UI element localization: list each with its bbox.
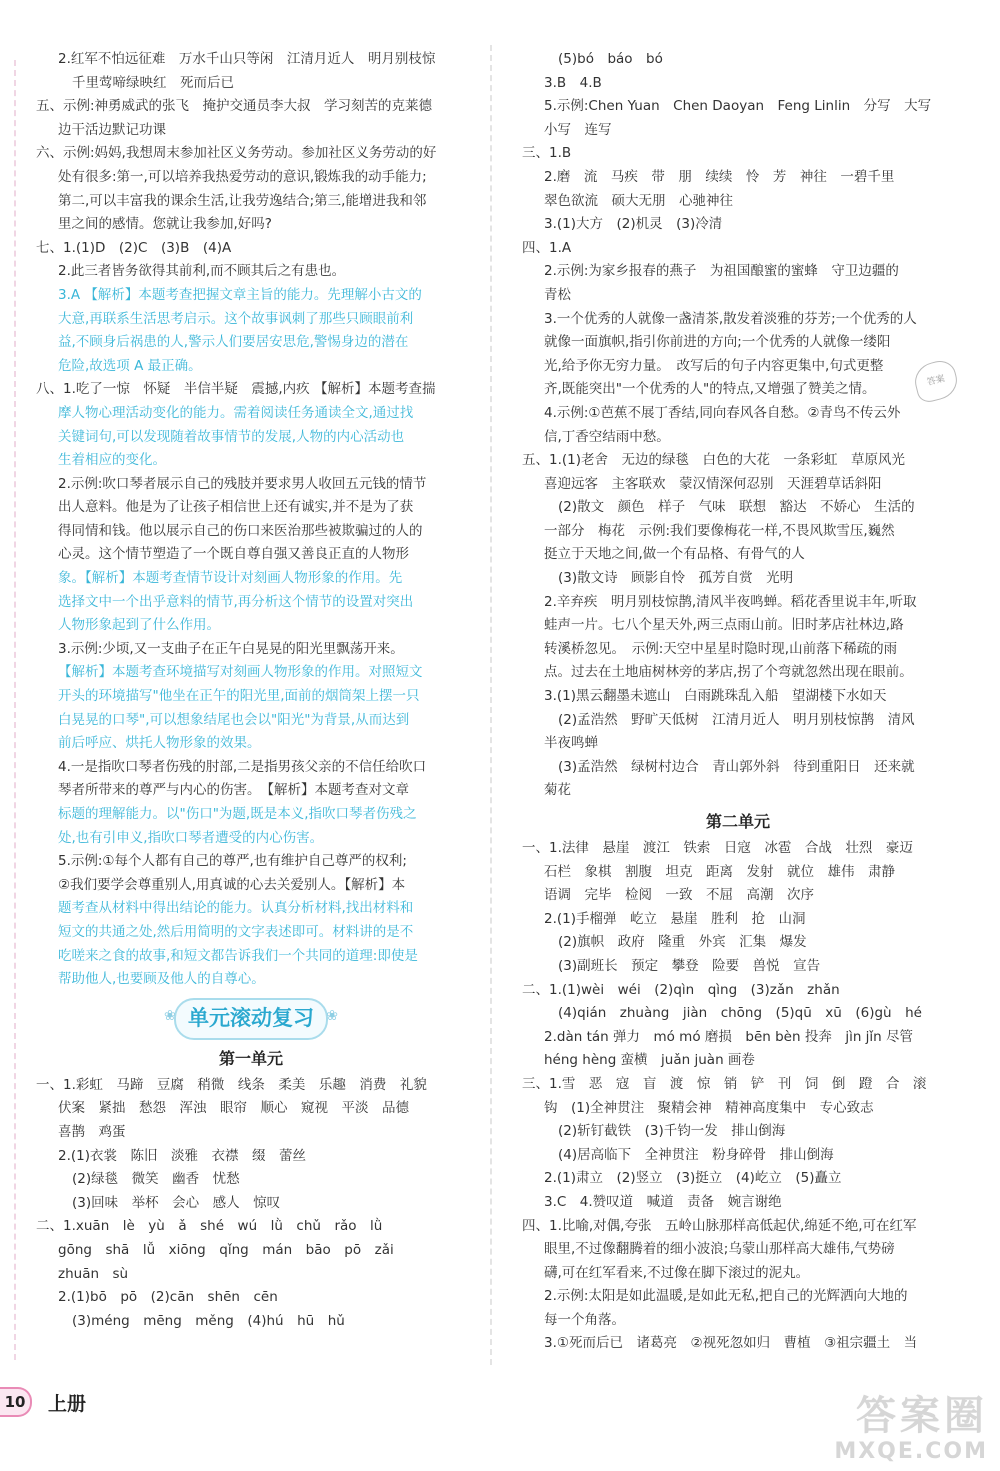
answer-line: 4.示例:①芭蕉不展丁香结,同向春风各自愁。②青鸟不传云外 <box>544 404 901 421</box>
answer-line: 信,丁香空结雨中愁。 <box>544 428 670 445</box>
answer-line: (4)居高临下 全神贯注 粉身碎骨 排山倒海 <box>558 1146 834 1163</box>
answer-line: 2.示例:为家乡报春的燕子 为祖国酿蜜的蜜蜂 守卫边疆的 <box>544 263 899 280</box>
watermark-url: MXQE.COM <box>834 1439 988 1464</box>
answer-line: 一部分 梅花 示例:我们要像梅花一样,不畏风欺雪压,巍然 <box>544 522 895 539</box>
unit-two-title: 第二单元 <box>705 812 770 831</box>
answer-line: 喜鹊 鸡蛋 <box>58 1123 126 1140</box>
answer-line: 七、1.(1)D (2)C (3)B (4)A <box>36 239 232 256</box>
answer-line: (2)绿毯 微笑 幽香 忧愁 <box>72 1171 240 1188</box>
answer-line: 3.A 【解析】本题考查把握文章主旨的能力。先理解小古文的 <box>58 286 422 303</box>
right-column <box>508 48 968 1356</box>
answer-line: 2.此三者皆务欲得其前利,而不顾其后之有患也。 <box>58 263 346 280</box>
answer-line: 2.dàn tán 弹力 mó mó 磨损 bēn bèn 投奔 jìn jǐn 尽管 <box>544 1028 914 1045</box>
answer-line: (3)回味 举杯 会心 感人 惊叹 <box>72 1194 281 1211</box>
answer-line: 人物形象起到了什么作用。 <box>58 617 220 634</box>
answer-line: 大意,再联系生活思考启示。这个故事讽刺了那些只顾眼前利 <box>58 310 414 327</box>
answer-line: 挺立于天地之间,做一个有品格、有骨气的人 <box>544 546 805 563</box>
answer-line: 2.示例:吹口琴者展示自己的残肢并要求男人收回五元钱的情节 <box>58 475 427 492</box>
answer-line: 六、示例:妈妈,我想周末参加社区义务劳动。参加社区义务劳动的好 <box>36 145 437 162</box>
answer-line: 危险,故选项 A 最正确。 <box>58 357 202 374</box>
answer-line: 千里莺啼绿映红 死而后已 <box>72 74 234 91</box>
unit-two-answer-list <box>508 837 968 1356</box>
book-volume-label: 上册 <box>48 1393 87 1415</box>
answer-line: gōng shā lǚ xiōng qǐng mán bāo pō zǎi <box>58 1241 394 1258</box>
answer-line: 题考查从材料中得出结论的能力。认真分析材料,找出材料和 <box>58 900 414 917</box>
answer-line: 边干活边默记功课 <box>58 121 166 138</box>
answer-line: ②我们要学会尊重别人,用真诚的心去关爱别人。【解析】本 <box>58 876 406 893</box>
answer-line: (3)散文诗 顾影自怜 孤芳自赏 光明 <box>558 570 794 587</box>
answer-line: 喜迎远客 主客联欢 蒙汉情深何忍别 天涯碧草话斜阳 <box>544 475 882 492</box>
answer-line: (2)旗帜 政府 隆重 外宾 汇集 爆发 <box>558 934 807 951</box>
answer-line: 选择文中一个出乎意料的情节,再分析这个情节的设置对突出 <box>58 593 414 610</box>
answer-line: 半夜鸣蝉 <box>544 735 598 752</box>
answer-line: 一、1.彩虹 马蹄 豆腐 稍微 线条 柔美 乐趣 消费 礼貌 <box>36 1076 427 1093</box>
answer-line: 2.辛弃疾 明月别枝惊鹊,清风半夜鸣蝉。稻花香里说丰年,听取 <box>544 593 917 610</box>
answer-line: 琴者所带来的尊严与内心的伤害。 【解析】本题考查对文章 <box>58 782 409 799</box>
right-answer-list <box>508 48 968 803</box>
answer-line: 3.(1)黑云翻墨未遮山 白雨跳珠乱入船 望湖楼下水如天 <box>544 688 887 705</box>
answer-line: zhuān sù <box>58 1265 129 1282</box>
answer-line: 眼里,不过像翻腾着的细小波浪;乌蒙山那样高大雄伟,气势磅 <box>544 1241 895 1258</box>
answer-line: 关键词句,可以发现随着故事情节的发展,人物的内心活动也 <box>58 428 405 445</box>
answer-line: 2.(1)手榴弹 屹立 悬崖 胜利 抢 山洞 <box>544 910 806 927</box>
answer-line: 3.C 4.赞叹道 喊道 责备 婉言谢绝 <box>544 1193 782 1210</box>
answer-line: 生着相应的变化。 <box>58 452 166 469</box>
answer-line: 五、示例:神勇威武的张飞 掩护交通员李大叔 学习刻苦的克莱德 <box>36 98 433 115</box>
answer-line: 摩人物心理活动变化的能力。需着阅读任务通读全文,通过找 <box>58 404 414 421</box>
answer-line: (4)qián zhuàng jiàn chōng (5)qū xū (6)gù hé <box>558 1005 922 1022</box>
answer-line: (2)斩钉截铁 (3)千钧一发 排山倒海 <box>558 1123 786 1140</box>
answer-line: 语调 完毕 检阅 一致 不屈 高潮 次序 <box>544 887 814 904</box>
answer-line: 前后呼应、烘托人物形象的效果。 <box>58 735 261 752</box>
answer-line: (3)孟浩然 绿树村边合 青山郭外斜 待到重阳日 还来就 <box>558 758 915 775</box>
answer-line: 3.B 4.B <box>544 74 602 91</box>
answer-line: 2.示例:太阳是如此温暖,是如此无私,把自己的光辉洒向大地的 <box>544 1288 908 1305</box>
answer-line: 石栏 象棋 割腹 坦克 距离 发射 就位 雄伟 肃静 <box>544 863 895 880</box>
answer-line: 2.(1)衣裳 陈旧 淡雅 衣襟 缀 蕾丝 <box>58 1147 307 1164</box>
answer-line: 青松 <box>544 286 571 303</box>
answer-line: 钩 (1)全神贯注 聚精会神 精神高度集中 专心致志 <box>544 1099 874 1116</box>
answer-line: 光,给予你无穷力量。 改写后的句子内容更集中,句式更整 <box>544 357 884 374</box>
answer-line: 四、1.A <box>522 239 572 256</box>
answer-line: 2.(1)肃立 (2)竖立 (3)挺立 (4)屹立 (5)矗立 <box>544 1170 842 1187</box>
answer-line: 心灵。这个情节塑造了一个既自尊自强又善良正直的人物形 <box>58 546 409 563</box>
answer-line: 3.示例:少顷,又一支曲子在正午白晃晃的阳光里飘荡开来。 <box>58 640 404 657</box>
answer-line: 四、1.比喻,对偶,夸张 五岭山脉那样高低起伏,绵延不绝,可在红军 <box>522 1217 917 1234</box>
answer-line: (2)孟浩然 野旷天低树 江清月近人 明月别枝惊鹊 清风 <box>558 711 915 728</box>
answer-line: 3.(1)大方 (2)机灵 (3)冷清 <box>544 216 723 233</box>
answer-line: (3)副班长 预定 攀登 险要 兽悦 宣告 <box>558 957 821 974</box>
answer-line: 小写 连写 <box>544 121 612 138</box>
unit-one-title: 第一单元 <box>218 1048 283 1068</box>
answer-line: héng hèng 蛮横 juǎn juàn 画卷 <box>544 1052 755 1069</box>
site-watermark <box>834 1393 988 1465</box>
answer-line: 三、1.B <box>522 145 572 162</box>
answer-line: (3)méng mēng měng (4)hú hū hǔ <box>72 1312 345 1329</box>
answer-line: 标题的理解能力。以"伤口"为题,既是本义,指吹口琴者伤残之 <box>58 806 417 822</box>
answer-line: 处有很多:第一,可以培养我热爱劳动的意识,锻炼我的动手能力; <box>58 168 427 185</box>
answer-line: 2.磨 流 马疾 带 朋 续续 怜 芳 神往 一碧千里 <box>544 168 895 185</box>
answer-line: 出人意料。他是为了让孩子相信世上还有诚实,并不是为了获 <box>58 499 414 516</box>
answer-line: 处,也有引申义,指吹口琴者遭受的内心伤害。 <box>58 829 324 846</box>
watermark-logo-text: 答案圈 <box>856 1393 988 1439</box>
answer-line: 三、1.雪 恶 寇 盲 渡 惊 销 铲 刊 饲 倒 蹬 合 滚 <box>522 1075 927 1092</box>
answer-line: 点。过去在土地庙树林旁的茅店,拐了个弯就忽然出现在眼前。 <box>544 664 913 681</box>
answer-line: 二、1.xuān lè yù ǎ shé wú lǜ chǔ rǎo lǜ <box>36 1218 383 1235</box>
answer-line: 2.(1)bō pō (2)cān shēn cēn <box>58 1289 278 1306</box>
answer-line: 每一个角落。 <box>544 1311 625 1328</box>
answer-line: 一、1.法律 悬崖 渡江 铁索 日寇 冰雹 合战 壮烈 豪迈 <box>522 840 913 856</box>
answer-line: 2.红军不怕远征难 万水千山只等闲 江清月近人 明月别枝惊 <box>58 51 436 67</box>
answer-line: (5)bó báo bó <box>558 51 663 67</box>
answer-line: 蛙声一片。七八个星天外,两三点雨山前。旧时茅店社林边,路 <box>544 617 904 634</box>
answer-line: 二、1.(1)wèi wéi (2)qìn qìng (3)zǎn zhǎn <box>522 981 840 998</box>
answer-line: 就像一面旗帜,指引你前进的方向;一个优秀的人就像一缕阳 <box>544 334 891 351</box>
answer-line: 第二,可以丰富我的课余生活,让我劳逸结合;第三,能增进我和邻 <box>58 192 427 209</box>
answer-line: (2)散文 颜色 样子 气味 联想 豁达 不娇心 生活的 <box>558 499 915 516</box>
answer-line: 转溪桥忽见。 示例:天空中星星时隐时现,山前落下稀疏的雨 <box>544 640 898 657</box>
answer-line: 5.示例:①每个人都有自己的尊严,也有维护自己尊严的权利; <box>58 853 407 870</box>
answer-line: 帮助他人,也要顾及他人的自尊心。 <box>58 971 265 988</box>
answer-line: 翠色欲流 硕大无朋 心驰神往 <box>544 192 733 209</box>
unit-one-answer-list <box>22 1074 480 1334</box>
left-column <box>22 48 480 1333</box>
answer-line: 开头的环境描写"他坐在正午的阳光里,面前的烟筒架上摆一只 <box>58 688 420 705</box>
column-divider <box>490 45 492 1365</box>
answer-line: 【解析】本题考查环境描写对刻画人物形象的作用。对照短文 <box>58 664 423 681</box>
unit-review-banner: ❀ 单元滚动复习 ❀ <box>174 998 328 1040</box>
answer-line: 得同情和钱。他以展示自己的伤口来医治那些被欺骗过的人的 <box>58 522 423 539</box>
answer-line: 五、1.(1)老舍 无边的绿毯 白色的大花 一条彩虹 草原风光 <box>522 452 906 469</box>
answer-line: 4.一是指吹口琴者伤残的肘部,二是指男孩父亲的不信任给吹口 <box>58 758 427 775</box>
answer-line: 短文的共通之处,然后用简明的文字表述即可。材料讲的是不 <box>58 923 414 940</box>
answer-line: 白晃晃的口琴",可以想象结尾也会以"阳光"为背景,从而达到 <box>58 711 410 728</box>
answer-line: 礴,可在红军看来,不过像在脚下滚过的泥丸。 <box>544 1264 810 1281</box>
answer-line: 5.示例:Chen Yuan Chen Daoyan Feng Linlin 分写 大写 <box>544 98 932 115</box>
answer-line: 3.一个优秀的人就像一盏清茶,散发着淡雅的芬芳;一个优秀的人 <box>544 310 917 327</box>
answer-line: 象。【解析】本题考查情节设计对刻画人物形象的作用。先 <box>58 570 403 587</box>
answer-line: 菊花 <box>544 782 571 799</box>
page-number-badge: 10 <box>0 1387 32 1417</box>
answer-line: 伏案 紧拙 愁怨 浑浊 眼帘 顺心 窥视 平淡 品德 <box>58 1100 409 1117</box>
answer-line: 3.①死而后已 诸葛亮 ②视死忽如归 曹植 ③祖宗疆土 当 <box>544 1335 918 1352</box>
answer-line: 八、1.吃了一惊 怀疑 半信半疑 震撼,内疚 【解析】本题考查揣 <box>36 381 436 398</box>
answer-line: 吃嗟来之食的故事,和短文都告诉我们一个共同的道理:即使是 <box>58 947 418 964</box>
answer-stamp: 答案 <box>911 357 961 404</box>
answer-line: 齐,既能突出"一个优秀的人"的特点,又增强了赞美之情。 <box>544 381 876 398</box>
answer-line: 里之间的感情。您就让我参加,好吗? <box>58 216 272 233</box>
answer-line: 益,不顾身后祸患的人,警示人们要居安思危,警惕身边的潜在 <box>58 334 409 351</box>
left-answer-list <box>22 48 480 992</box>
left-edge-decoration <box>14 60 16 1360</box>
